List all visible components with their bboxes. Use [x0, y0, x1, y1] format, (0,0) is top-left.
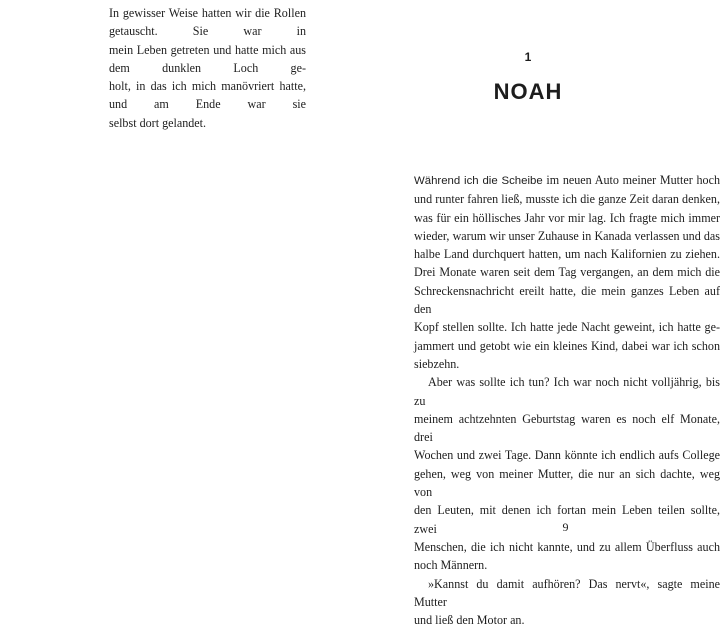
text-line: Aber was sollte ich tun? Ich war noch nicht volljährig, bis zu: [414, 375, 720, 408]
text-line: selbst dort gelandet.: [109, 115, 207, 130]
text-line: halbe Land durchquert hatten, um nach Kalifornien zu ziehen.: [414, 247, 720, 262]
text-line: holt, in das ich mich manövriert hatte, und am Ende war sie: [109, 79, 306, 112]
text-line: was für ein höllisches Jahr vor mir lag. Ich fragte mich immer: [414, 210, 720, 225]
text-line: In gewisser Weise hatten wir die Rollen getauscht. Sie war in: [109, 6, 306, 39]
chapter-body: [414, 171, 720, 629]
left-page-text: [109, 4, 306, 132]
text-line: Wochen und zwei Tage. Dann könnte ich endlich aufs College: [414, 448, 720, 463]
text-line: siebzehn.: [414, 356, 460, 371]
chapter-title: NOAH: [493, 79, 563, 104]
text-line: Kopf stellen sollte. Ich hatte jede Nacht geweint, ich hatte ge-: [414, 320, 720, 335]
text-line: wieder, warum wir unser Zuhause in Kanada verlassen und das: [414, 228, 720, 243]
text-line: den Leuten, mit denen ich fortan mein Leben teilen sollte, zwei: [414, 503, 720, 536]
chapter-lead-in: Während ich die Scheibe: [414, 175, 543, 187]
text-line: Drei Monate waren seit dem Tag vergangen, an dem mich die: [414, 265, 720, 280]
text-line-rest: im neuen Auto meiner Mutter hoch: [542, 173, 720, 187]
right-page: [360, 0, 720, 628]
text-line: Schreckensnachricht ereilt hatte, die mein ganzes Leben auf den: [414, 283, 720, 317]
text-line: gehen, weg von meiner Mutter, die nur an sich dachte, weg von: [414, 466, 720, 500]
text-line: jammert und getobt wie ein kleines Kind, dabei war ich schon: [414, 338, 720, 353]
text-line: »Kannst du damit aufhören? Das nervt«, sagte meine Mutter: [414, 576, 720, 609]
left-page: [0, 0, 360, 534]
text-line: Menschen, die ich nicht kannte, und zu allem Überfluss auch: [414, 539, 720, 554]
text-line: meinem achtzehnten Geburtstag waren es noch elf Monate, drei: [414, 411, 720, 445]
text-line: mein Leben getreten und hatte mich aus dem dunklen Loch ge-: [109, 42, 306, 75]
text-line: und ließ den Motor an.: [414, 613, 525, 628]
text-line: noch Männern.: [414, 558, 488, 573]
text-line: und runter fahren ließ, musste ich die ganze Zeit daran denken,: [414, 192, 720, 207]
chapter-number: 1: [524, 50, 532, 64]
page-number: 9: [562, 520, 569, 534]
text-line-first: [414, 171, 720, 190]
